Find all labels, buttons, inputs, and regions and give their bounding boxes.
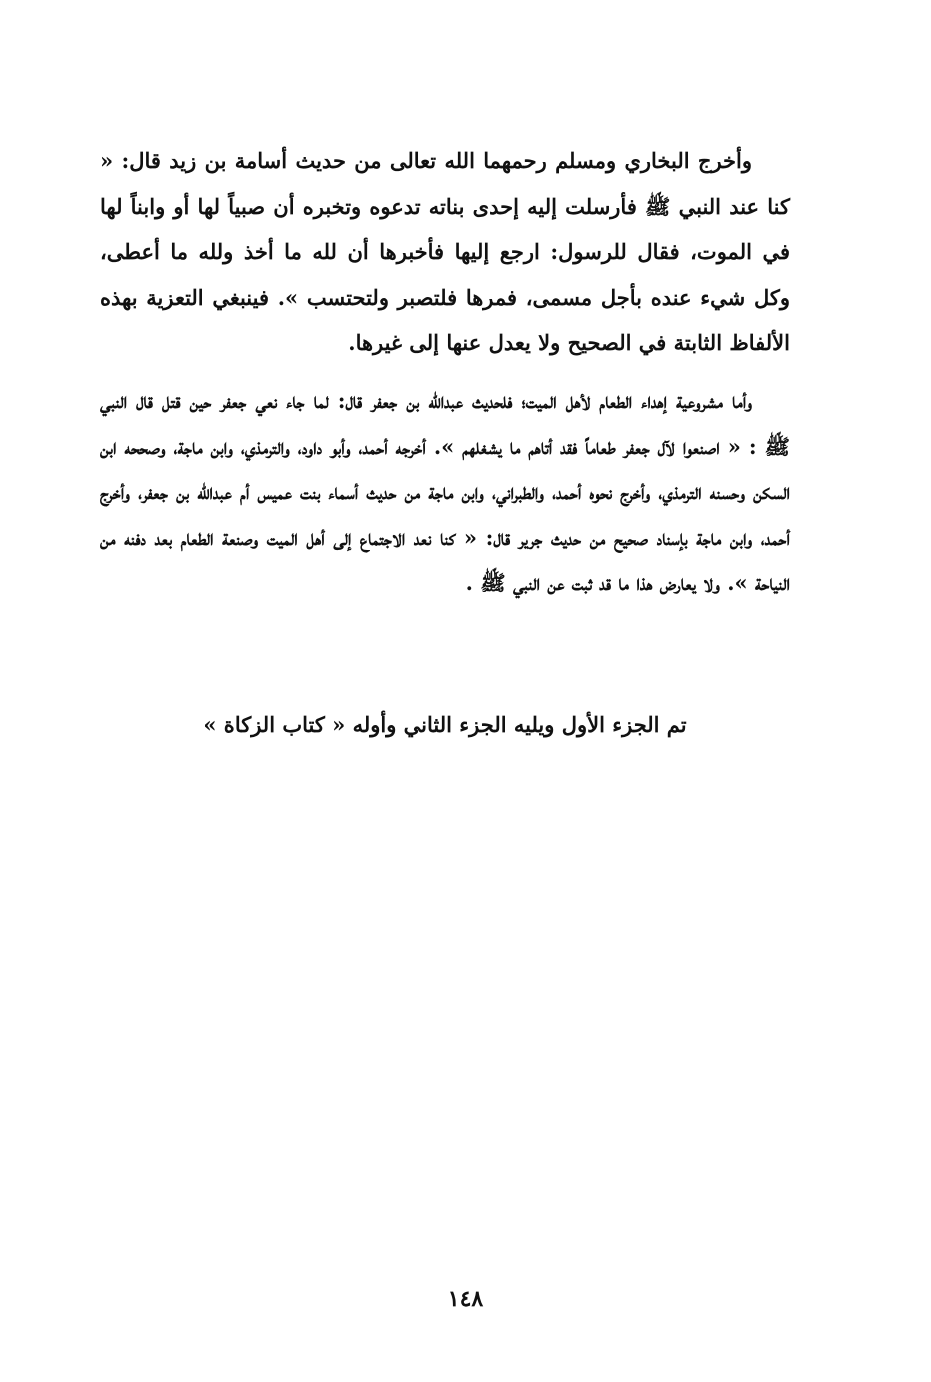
paragraph-text: وأما مشروعية إهداء الطعام لأهل الميت؛ فلحديث عبدالله بن جعفر قال: لما جاء نعي جعفر حين قتل قال النبي ﷺ : « اصنعوا لآل جعفر طعاماً فقد أتاهم ما يشغلهم ». أخرجه أحمد، وأبو داود، والترمذي، وابن ماجة، وصححه ابن السكن وحسنه الترمذي، وأخرج نحوه أحمد، والطبراني، وابن ماجة من حديث أسماء بنت عميس أم عبدالله بن جعفر، وأخرج أحمد، وابن ماجة بإسناد صحيح من حديث جرير قال: « كنا نعد الاجتماع إلى أهل الميت وصنعة الطعام بعد دفنه من النياحة ». ولا يعارض هذا ما قد ثبت عن النبي ﷺ .: [100, 388, 790, 595]
page-number: ١٤٨: [447, 1286, 484, 1312]
paragraph-food-gift: [100, 378, 790, 606]
paragraph-text: وأخرج البخاري ومسلم رحمهما الله تعالى من حديث أسامة بن زيد قال: « كنا عند النبي ﷺ فأرسلت إليه إحدى بناته تدعوه وتخبره أن صبياً لها أو وابناً لها في الموت، فقال للرسول: ارجع إليها فأخبرها أن لله ما أخذ ولله ما أعطى، وكل شيء عنده بأجل مسمى، فمرها فلتصبر ولتحتسب ». فينبغي التعزية بهذه الألفاظ الثابتة في الصحيح ولا يعدل عنها إلى غيرها.: [100, 148, 790, 355]
closing-line: تم الجزء الأول ويليه الجزء الثاني وأوله « كتاب الزكاة »: [203, 712, 687, 737]
paragraph-condolence: [100, 138, 790, 366]
